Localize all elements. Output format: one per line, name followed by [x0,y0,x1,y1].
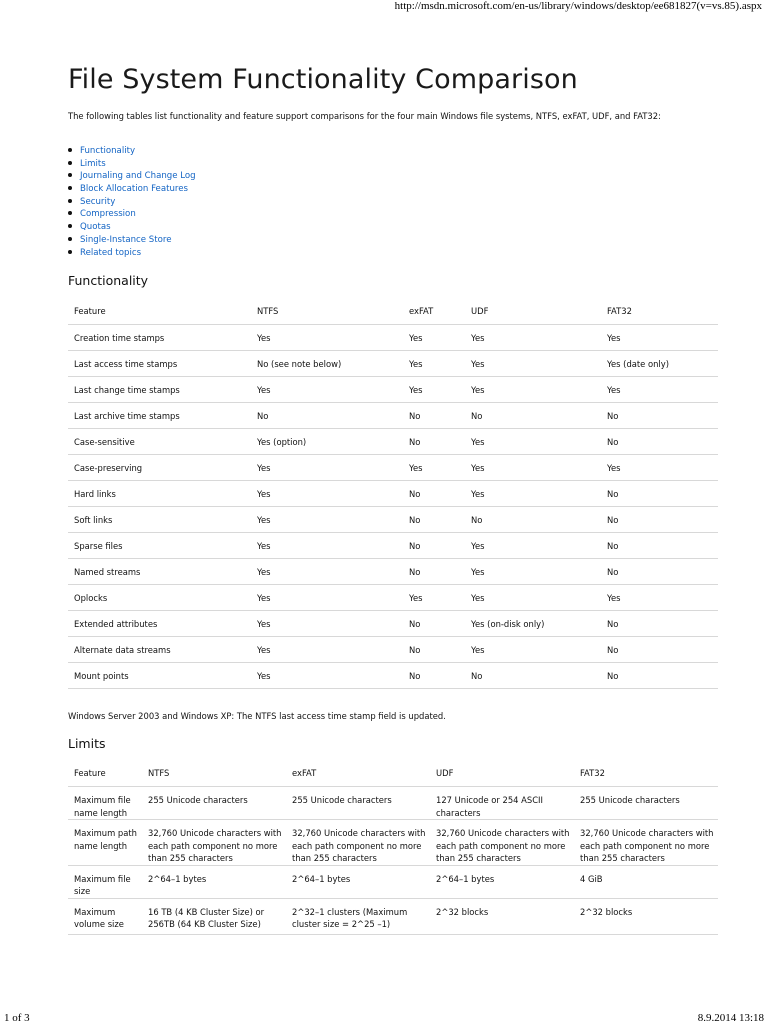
table-row [68,611,718,637]
value-cell: Yes [601,325,718,351]
toc-item [68,145,196,158]
bullet-icon [68,199,72,203]
table-row [68,865,718,898]
intro-paragraph: The following tables list functionality and feature support comparisons for the four main Windows file systems, NTFS, exFAT, UDF, and FAT32: [68,111,661,121]
value-cell: No [403,559,465,585]
table-row [68,559,718,585]
value-cell: Yes [465,377,601,403]
value-cell: 32,760 Unicode characters with each path component no more than 255 characters [286,820,430,866]
bullet-icon [68,250,72,254]
column-header: Feature [68,298,251,325]
column-header: exFAT [403,298,465,325]
column-header: FAT32 [574,760,718,787]
note-text: Windows Server 2003 and Windows XP: The NTFS last access time stamp field is updated. [68,711,446,721]
value-cell: No [601,663,718,689]
column-header: NTFS [142,760,286,787]
value-cell: 2^32 blocks [574,898,718,934]
limits-table-body [68,787,718,935]
bullet-icon [68,224,72,228]
functionality-table-body [68,325,718,689]
column-header: exFAT [286,760,430,787]
table-row [68,325,718,351]
feature-cell: Maximum path name length [68,820,142,866]
value-cell: Yes [403,377,465,403]
feature-cell: Last archive time stamps [68,403,251,429]
column-header: UDF [430,760,574,787]
feature-cell: Last access time stamps [68,351,251,377]
page-number: 1 of 3 [4,1012,30,1024]
table-row [68,637,718,663]
table-row [68,898,718,934]
toc-link-security[interactable]: Security [80,196,116,207]
bullet-icon [68,173,72,177]
feature-cell: Mount points [68,663,251,689]
feature-cell: Sparse files [68,533,251,559]
toc-item [68,234,196,247]
bullet-icon [68,211,72,215]
table-row [68,377,718,403]
table-row [68,507,718,533]
value-cell: Yes (date only) [601,351,718,377]
table-row [68,403,718,429]
value-cell: No [403,507,465,533]
value-cell: Yes [403,351,465,377]
value-cell: No [601,429,718,455]
toc-item [68,158,196,171]
table-header-row [68,760,718,787]
value-cell: No [403,533,465,559]
value-cell: No [601,481,718,507]
value-cell: 32,760 Unicode characters with each path component no more than 255 characters [142,820,286,866]
toc-item [68,183,196,196]
value-cell: Yes [465,585,601,611]
page-title: File System Functionality Comparison [68,64,578,95]
bullet-icon [68,237,72,241]
value-cell: Yes [251,533,403,559]
toc-item [68,247,196,260]
toc-item [68,196,196,209]
value-cell: 2^64–1 bytes [286,865,430,898]
toc-link-limits[interactable]: Limits [80,158,106,169]
feature-cell: Named streams [68,559,251,585]
feature-cell: Maximum file name length [68,787,142,820]
value-cell: Yes [465,481,601,507]
feature-cell: Hard links [68,481,251,507]
value-cell: 255 Unicode characters [286,787,430,820]
value-cell: 2^64–1 bytes [430,865,574,898]
table-row [68,533,718,559]
value-cell: 4 GiB [574,865,718,898]
feature-cell: Extended attributes [68,611,251,637]
value-cell: 32,760 Unicode characters with each path component no more than 255 characters [430,820,574,866]
toc-link-quotas[interactable]: Quotas [80,222,111,233]
toc-item [68,170,196,183]
value-cell: Yes [601,455,718,481]
print-header-url: http://msdn.microsoft.com/en-us/library/windows/desktop/ee681827(v=vs.85).aspx [394,0,762,12]
table-row [68,429,718,455]
feature-cell: Creation time stamps [68,325,251,351]
column-header: Feature [68,760,142,787]
value-cell: Yes [465,455,601,481]
toc-item [68,221,196,234]
toc-item [68,208,196,221]
value-cell: Yes [465,559,601,585]
value-cell: No [601,611,718,637]
table-row [68,351,718,377]
column-header: FAT32 [601,298,718,325]
table-row [68,663,718,689]
value-cell: Yes [251,637,403,663]
value-cell: No [251,403,403,429]
value-cell: No [403,663,465,689]
value-cell: No [403,481,465,507]
value-cell: No [403,429,465,455]
table-header-row [68,298,718,325]
functionality-table [68,298,718,689]
table-row [68,820,718,866]
table-row [68,481,718,507]
value-cell: No [403,637,465,663]
table-row [68,455,718,481]
value-cell: Yes [251,611,403,637]
feature-cell: Last change time stamps [68,377,251,403]
value-cell: 127 Unicode or 254 ASCII characters [430,787,574,820]
feature-cell: Oplocks [68,585,251,611]
value-cell: Yes [251,481,403,507]
value-cell: Yes [403,455,465,481]
value-cell: Yes [251,455,403,481]
value-cell: No [465,663,601,689]
value-cell: Yes [465,351,601,377]
toc-link-block-allocation[interactable]: Block Allocation Features [80,184,189,195]
value-cell: No [601,559,718,585]
toc-link-journaling[interactable]: Journaling and Change Log [80,171,196,182]
toc-link-related-topics[interactable]: Related topics [80,247,142,258]
value-cell: Yes [251,507,403,533]
value-cell: No (see note below) [251,351,403,377]
toc-link-single-instance-store[interactable]: Single-Instance Store [80,234,172,245]
value-cell: Yes [251,585,403,611]
table-of-contents [68,145,196,259]
value-cell: Yes [465,637,601,663]
value-cell: 2^64–1 bytes [142,865,286,898]
value-cell: No [465,403,601,429]
value-cell: 32,760 Unicode characters with each path component no more than 255 characters [574,820,718,866]
section-heading-functionality: Functionality [68,273,149,288]
feature-cell: Alternate data streams [68,637,251,663]
value-cell: No [465,507,601,533]
print-datetime: 8.9.2014 13:18 [697,1012,764,1024]
value-cell: Yes [251,377,403,403]
value-cell: 255 Unicode characters [574,787,718,820]
value-cell: Yes [403,585,465,611]
feature-cell: Maximum file size [68,865,142,898]
value-cell: Yes [465,325,601,351]
value-cell: Yes [465,533,601,559]
value-cell: Yes [601,585,718,611]
value-cell: No [403,611,465,637]
toc-link-compression[interactable]: Compression [80,209,136,220]
value-cell: No [601,533,718,559]
value-cell: Yes [251,663,403,689]
toc-link-functionality[interactable]: Functionality [80,146,136,156]
table-row [68,585,718,611]
limits-table [68,760,718,935]
value-cell: 2^32–1 clusters (Maximum cluster size = 2^25 –1) [286,898,430,934]
value-cell: Yes [251,325,403,351]
value-cell: Yes (on-disk only) [465,611,601,637]
bullet-icon [68,186,72,190]
value-cell: Yes [465,429,601,455]
section-heading-limits: Limits [68,736,106,751]
value-cell: Yes [403,325,465,351]
value-cell: No [601,507,718,533]
value-cell: 255 Unicode characters [142,787,286,820]
value-cell: 2^32 blocks [430,898,574,934]
column-header: UDF [465,298,601,325]
feature-cell: Case-sensitive [68,429,251,455]
table-row [68,787,718,820]
feature-cell: Case-preserving [68,455,251,481]
value-cell: Yes [251,559,403,585]
feature-cell: Maximum volume size [68,898,142,934]
value-cell: Yes (option) [251,429,403,455]
feature-cell: Soft links [68,507,251,533]
bullet-icon [68,148,72,152]
value-cell: Yes [601,377,718,403]
column-header: NTFS [251,298,403,325]
value-cell: 16 TB (4 KB Cluster Size) or 256TB (64 KB Cluster Size) [142,898,286,934]
value-cell: No [601,403,718,429]
value-cell: No [403,403,465,429]
bullet-icon [68,161,72,165]
value-cell: No [601,637,718,663]
